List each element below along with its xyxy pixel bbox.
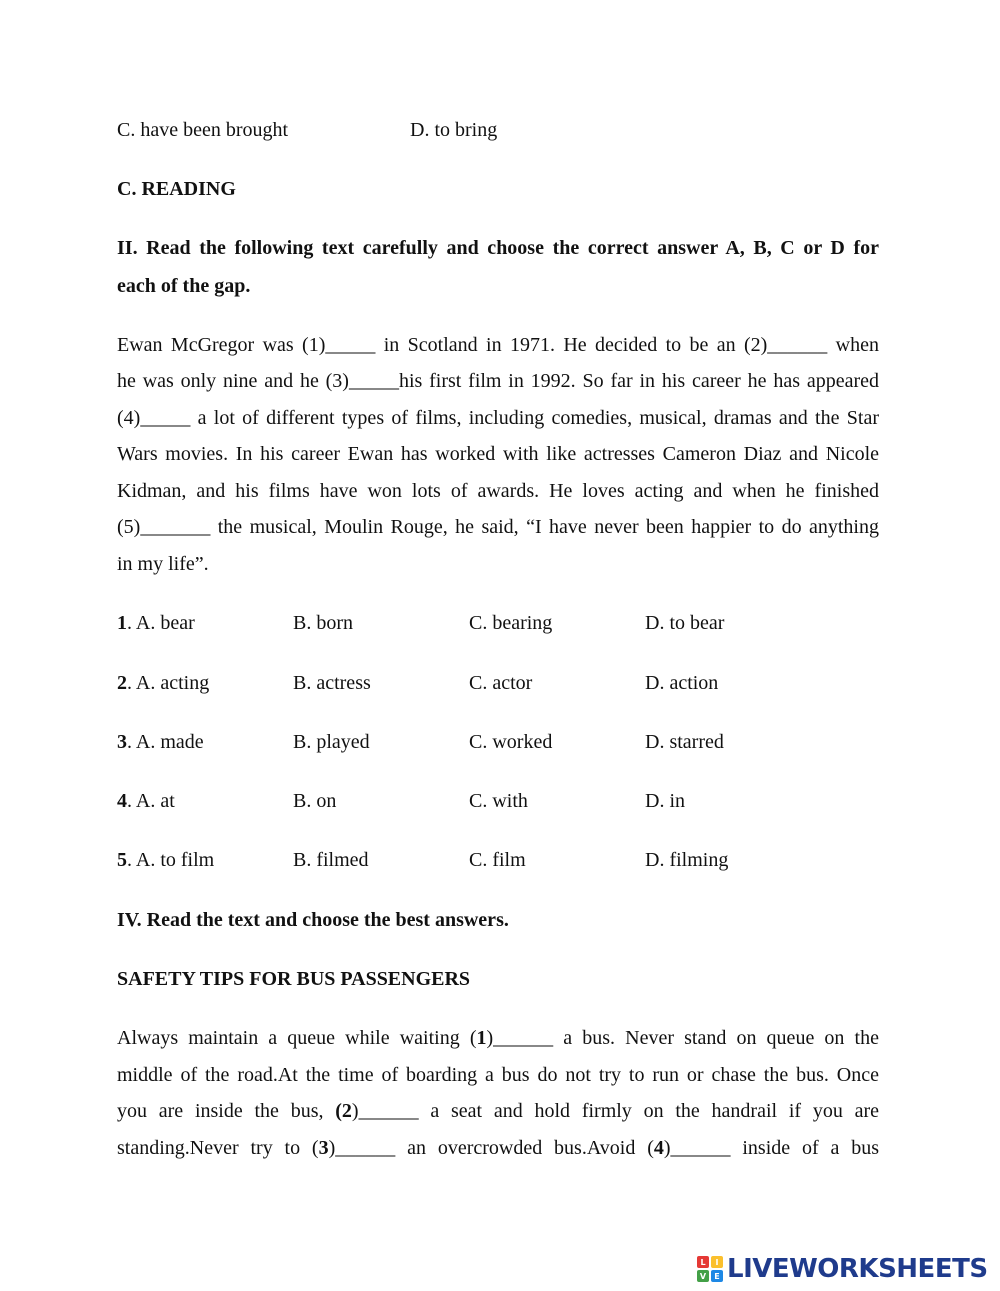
gap-number: 1 — [476, 1027, 487, 1049]
passage-line: (4)_____ a lot of different types of films, including comedies, musical, dramas and the Star — [117, 407, 879, 429]
question-1-option-c[interactable]: C. bearing — [469, 612, 553, 634]
question-3-option-c[interactable]: C. worked — [469, 731, 553, 753]
question-5-option-c[interactable]: C. film — [469, 849, 526, 871]
question-2-option-b[interactable]: B. actress — [293, 672, 371, 694]
question-number: 1 — [117, 612, 127, 634]
question-number: 4 — [117, 790, 127, 812]
question-1-option-b[interactable]: B. born — [293, 612, 353, 634]
passage-line: Always maintain a queue while waiting (1)______ a bus. Never stand on queue on the — [117, 1027, 879, 1049]
prev-option-d: D. to bring — [410, 119, 498, 141]
passage-line: in my life”. — [117, 553, 209, 575]
question-4-option-b[interactable]: B. on — [293, 790, 337, 812]
question-2-option-a[interactable] — [117, 672, 209, 695]
question-number: 3 — [117, 731, 127, 753]
option-text: . A. made — [127, 731, 204, 753]
question-3-option-b[interactable]: B. played — [293, 731, 370, 753]
prev-option-c: C. have been brought — [117, 119, 289, 141]
part2-instruction-line1: II. Read the following text carefully and choose the correct answer A, B, C or D for — [117, 237, 879, 259]
logo-text: LIVEWORKSHEETS — [727, 1254, 988, 1284]
part4-title: SAFETY TIPS FOR BUS PASSENGERS — [117, 968, 471, 990]
option-text: . A. at — [127, 790, 175, 812]
question-4-option-c[interactable]: C. with — [469, 790, 528, 812]
question-5-option-a[interactable] — [117, 849, 214, 872]
passage-line: Wars movies. In his career Ewan has worked with like actresses Cameron Diaz and Nicole — [117, 443, 879, 465]
part2-instruction-line2: each of the gap. — [117, 275, 251, 297]
section-heading-reading: C. READING — [117, 178, 236, 200]
question-3-option-a[interactable] — [117, 731, 204, 754]
question-1-option-a[interactable] — [117, 612, 195, 635]
logo-block: V — [697, 1270, 709, 1282]
logo-blocks-icon — [697, 1256, 723, 1282]
part4-instruction: IV. Read the text and choose the best answers. — [117, 909, 509, 931]
passage-line: you are inside the bus, (2)______ a seat and hold firmly on the handrail if you are — [117, 1100, 880, 1122]
option-text: . A. acting — [127, 672, 210, 694]
passage-line: (5)_______ the musical, Moulin Rouge, he said, “I have never been happier to do anything — [117, 516, 879, 538]
passage-line: Kidman, and his films have won lots of awards. He loves acting and when he finished — [117, 480, 879, 502]
logo-block: E — [711, 1270, 723, 1282]
question-2-option-c[interactable]: C. actor — [469, 672, 533, 694]
option-text: . A. bear — [127, 612, 195, 634]
gap-number: 4 — [653, 1137, 664, 1159]
passage-line: he was only nine and he (3)_____his first film in 1992. So far in his career he has appeared — [117, 370, 879, 392]
question-5-option-d[interactable]: D. filming — [645, 849, 729, 871]
logo-block: I — [711, 1256, 723, 1268]
option-text: . A. to film — [127, 849, 215, 871]
question-2-option-d[interactable]: D. action — [645, 672, 719, 694]
question-number: 5 — [117, 849, 127, 871]
question-5-option-b[interactable]: B. filmed — [293, 849, 369, 871]
question-4-option-a[interactable] — [117, 790, 175, 813]
passage-line: standing.Never try to (3)______ an overcrowded bus.Avoid (4)______ inside of a bus — [117, 1137, 879, 1159]
gap-number: 3 — [318, 1137, 329, 1159]
passage-line: Ewan McGregor was (1)_____ in Scotland in 1971. He decided to be an (2)______ when — [117, 334, 879, 356]
liveworksheets-logo — [697, 1253, 988, 1285]
question-3-option-d[interactable]: D. starred — [645, 731, 724, 753]
logo-block: L — [697, 1256, 709, 1268]
question-4-option-d[interactable]: D. in — [645, 790, 685, 812]
question-number: 2 — [117, 672, 127, 694]
passage-line: middle of the road.At the time of boarding a bus do not try to run or chase the bus. Once — [117, 1064, 879, 1086]
gap-number: (2 — [335, 1100, 352, 1122]
question-1-option-d[interactable]: D. to bear — [645, 612, 725, 634]
